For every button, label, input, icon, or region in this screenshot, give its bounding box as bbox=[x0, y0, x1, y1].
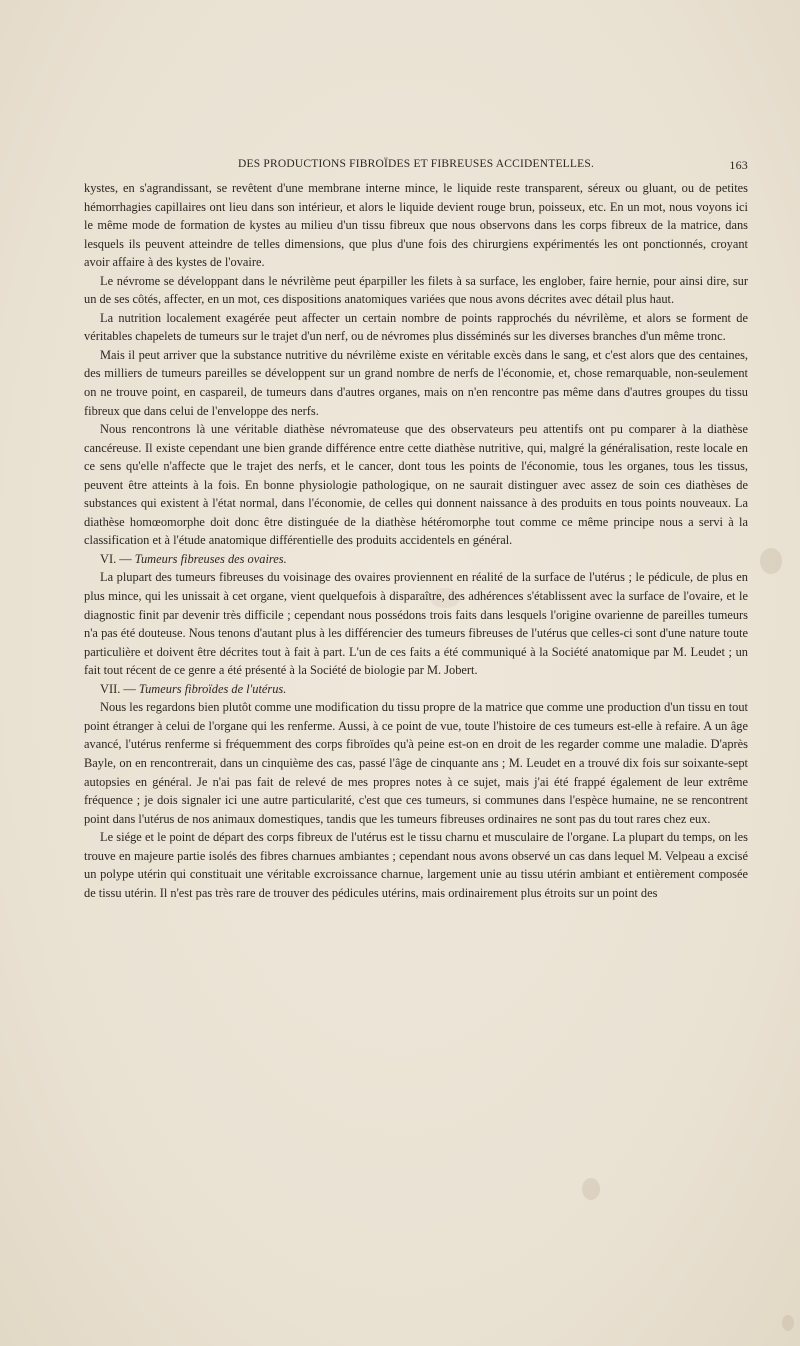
section-heading-vi bbox=[84, 550, 748, 569]
section-number: VI. — bbox=[100, 551, 132, 566]
running-title: DES PRODUCTIONS FIBROÏDES ET FIBREUSES ACCIDENTELLES. bbox=[237, 158, 595, 170]
paper-stain bbox=[782, 1315, 794, 1331]
paragraph: Mais il peut arriver que la substance nutritive du névrilème existe en véritable excès dans le sang, et c'est alors que des centaines, des milliers de tumeurs pareilles se développent sur un grand nombre de nerfs de l'économie, et, chose remarquable, non-seulement on ne trouve point, en caspareil, de tumeurs dans d'autres organes, mais on n'en rencontre pas même dans d'autres groupes du tissu fibreux que dans celui de l'enveloppe des nerfs. bbox=[84, 347, 748, 418]
page-header bbox=[84, 158, 748, 178]
paragraph: Nous les regardons bien plutôt comme une modification du tissu propre de la matrice que comme une production d'un tissu en tout point étranger à celui de l'organe qui les renferme. Aussi, à ce point de vue, toute l'histoire de ces tumeurs est-elle à refaire. A un âge avancé, l'utérus renferme si fréquemment des corps fibroïdes qu'à peine est-on en droit de les regarder comme une maladie. D'après Bayle, on en rencontrerait, dans un cinquième des cas, passé l'âge de cinquante ans ; M. Leudet en a trouvé dix fois sur soixante-sept autopsies en général. Je n'ai pas fait de relevé de mes propres notes à ce sujet, mais j'ai été frappé également de leur extrême fréquence ; je dois signaler ici une autre particularité, c'est que ces tumeurs, si communes dans l'espèce humaine, ne se rencontrent point dans l'utérus de nos animaux domestiques, tandis que les tumeurs fibreuses ordinaires ne sont pas du tout rares chez eux. bbox=[84, 700, 748, 826]
section-title: Tumeurs fibreuses des ovaires. bbox=[134, 551, 287, 566]
section-title: Tumeurs fibroïdes de l'utérus. bbox=[138, 681, 287, 696]
paragraph: La nutrition localement exagérée peut affecter un certain nombre de points rapprochés du névrilème, et alors se forment de véritables chapelets de tumeurs sur le trajet d'un nerf, ou de névromes plus disséminés sur les diverses branches d'un même tronc. bbox=[84, 310, 748, 344]
paragraph: kystes, en s'agrandissant, se revêtent d'une membrane interne mince, le liquide reste transparent, séreux ou gluant, ou de petites hémorrhagies capillaires ont lieu dans son intérieur, et alors le liquide devient rouge brun, poisseux, etc. En un mot, nous voyons ici le même mode de formation de kystes au milieu d'un tissu fibreux que nous observons dans les corps fibreux de la matrice, dans lesquels ils peuvent atteindre de telles dimensions, que plus d'une fois des chirurgiens expérimentés les ont ponctionnés, croyant avoir affaire à des kystes de l'ovaire. bbox=[84, 181, 748, 270]
paragraph: Le siége et le point de départ des corps fibreux de l'utérus est le tissu charnu et musculaire de l'organe. La plupart du temps, on les trouve en majeure partie isolés des fibres charnues ambiantes ; cependant nous avons observé un cas dans lequel M. Velpeau a excisé un polype utérin qui constituait une véritable excroissance charnue, largement unie au tissu utérin ambiant et entièrement composée de tissu utérin. Il n'est pas très rare de trouver des pédicules utérins, mais ordinairement plus étroits sur un point des bbox=[84, 830, 748, 900]
paragraph: Nous rencontrons là une véritable diathèse névromateuse que des observateurs peu attentifs ont pu comparer à la diathèse cancéreuse. Il existe cependant une bien grande différence entre cette diathèse nutritive, qui, malgré la généralisation, reste locale en ce sens qu'elle n'affecte que le trajet des nerfs, et le cancer, dont tous les points de l'économie, tous les organes, tous les tissus, peuvent être atteints à la fois. En bonne physiologie pathologique, on ne saurait distinguer avec assez de soin ces diathèses de substances qui existent à l'état normal, dans l'économie, de celles qui donnent naissance à des produits en tous points nouveaux. La diathèse homœomorphe doit donc être distinguée de la diathèse hétéromorphe tout comme ce même principe nous a servi à la classification et à l'étude anatomique différentielle des produits accidentels en général. bbox=[84, 422, 748, 548]
page-number: 163 bbox=[729, 158, 748, 172]
section-number: VII. — bbox=[100, 681, 136, 696]
section-heading-vii bbox=[84, 680, 748, 699]
paper-stain bbox=[582, 1178, 600, 1200]
body-text bbox=[84, 179, 748, 902]
paragraph: Le névrome se développant dans le névrilème peut éparpiller les filets à sa surface, les englober, faire hernie, pour ainsi dire, sur un de ses côtés, affecter, en un mot, ces dispositions anatomiques variées que nous avons décrites avec détail plus haut. bbox=[84, 273, 748, 307]
paragraph: La plupart des tumeurs fibreuses du voisinage des ovaires proviennent en réalité de la surface de l'utérus ; le pédicule, de plus en plus mince, qui les unissait à cet organe, vient quelquefois à disparaître, des adhérences s'établissent avec la surface de l'ovaire, et le diagnostic finit par devenir très difficile ; cependant nous possédons trois faits dans lesquels l'origine ovarienne de pareilles tumeurs n'a pas été douteuse. Nous tenons d'autant plus à les différencier des tumeurs fibreuses de l'utérus que celles-ci sont d'une nature toute particulière et doivent être décrites tout à fait à part. L'un de ces faits a été communiqué à la Société anatomique par M. Leudet ; un fait tout récent de ce genre a été présenté à la Société de biologie par M. Jobert. bbox=[84, 570, 748, 678]
paper-stain bbox=[760, 548, 782, 574]
